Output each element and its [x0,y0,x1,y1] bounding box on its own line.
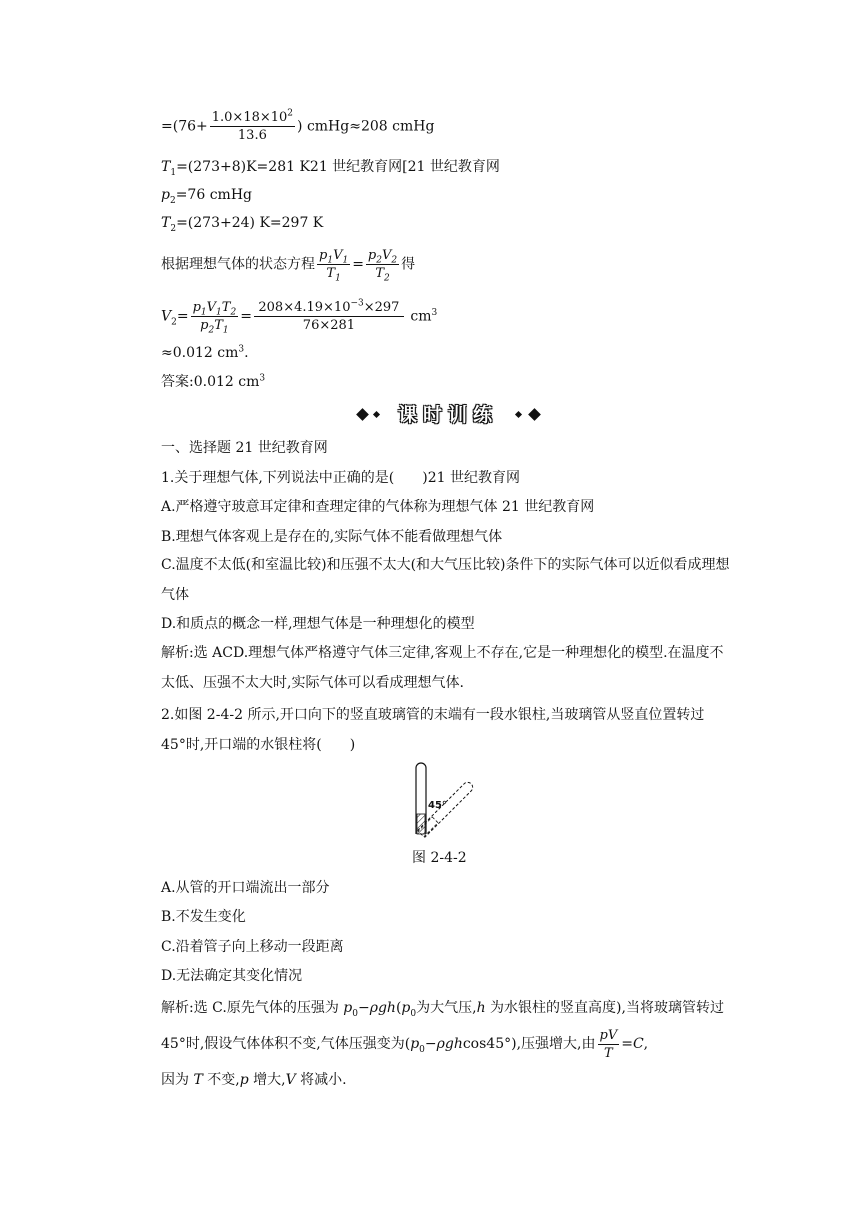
question-2-option-d: D.无法确定其变化情况 [161,968,303,984]
question-1-stem: 1.关于理想气体,下列说法中正确的是( )21 世纪教育网 [161,470,520,486]
question-2-analysis: 解析:选 C.原先气体的压强为 $p_0-\rho gh(p_0$为大气压,h 为水银柱的竖直高度),当将玻璃管转过 45°时,假设气体体积不变,气体压强变为$(p_0-\rho ghcos45^\circ)$,压强增大,由 $\frac{pV}{T}$ =C, 因为 T 不变,p 增大,V 将减小. [161,1000,724,1088]
question-1-option-c: C.温度不太低(和室温比较)和压强不太大(和大气压比较)条件下的实际气体可以近似看成理想气体 [161,557,730,603]
diamond-ornament-icon [373,411,380,418]
fraction: $\frac{p_1V_1}{T_1}$ [319,248,349,284]
question-2-option-c: C.沿着管子向上移动一段距离 [161,939,344,955]
question-1-option-b: B.理想气体客观上是存在的,实际气体不能看做理想气体 [161,529,503,545]
equation-line-4: $T_2=(273+24)$ K=297 K [161,215,324,234]
diamond-ornament-icon [515,411,522,418]
diamond-ornament-icon [528,408,541,421]
question-1-option-d: D.和质点的概念一样,理想气体是一种理想化的模型 [161,616,475,632]
question-1-option-a: A.严格遵守玻意耳定律和查理定律的气体称为理想气体 21 世纪教育网 [161,499,595,515]
section-label: 一、选择题 21 世纪教育网 [161,440,328,456]
answer-line: 答案:0.012 $cm^3$ [161,373,266,390]
figure-caption: 图 2-4-2 [412,850,467,866]
question-2-option-b: B.不发生变化 [161,909,246,925]
fraction: $\frac{1.0\times 18\times 10^2}{13.6}$ [211,108,294,143]
section-title: 课时训练 [397,404,498,426]
equation-line-3: $p_2=76$ cmHg [161,187,252,206]
figure-tube-diagram [410,762,490,842]
fraction: $\frac{p_2V_2}{T_2}$ [367,248,398,284]
volume-equation-line: $V_2=$ $\frac{p_1V_1T_2}{p_2T_1}$ = $\frac{208\times 4.19\times 10^{-3}\times 297}{76\times 281}$ $cm^3$ [161,298,438,336]
question-1-analysis: 解析:选 ACD.理想气体严格遵守气体三定律,客观上不存在,它是一种理想化的模型.在温度不太低、压强不太大时,实际气体可以看成理想气体. [161,645,724,691]
equation-line-2: $T_1=(273+8)K=281$ K21 世纪教育网[21 世纪教育网 [161,159,500,178]
question-2-option-a: A.从管的开口端流出一部分 [161,880,330,896]
diamond-ornament-icon [356,408,369,421]
angle-label: 45° [428,800,447,811]
equation-line-1: =(76+ $\frac{1.0\times 18\times 10^2}{13.6}$ ) cmHg≈208 cmHg [161,108,435,143]
fraction: $\frac{pV}{T}$ [599,1027,618,1061]
question-2-stem: 2.如图 2-4-2 所示,开口向下的竖直玻璃管的末端有一段水银柱,当玻璃管从竖直位置转过 45°时,开口端的水银柱将( ) [161,707,705,753]
fraction: $\frac{p_1V_1T_2}{p_2T_1}$ [192,300,237,336]
fraction: $\frac{208\times 4.19\times 10^{-3}\times 297}{76\times 281}$ [254,300,404,333]
result-line: ≈0.012 $cm^3$. [161,344,249,361]
section-header [354,402,544,428]
state-equation-line: 根据理想气体的状态方程 $\frac{p_1V_1}{T_1}$ = $\frac{p_2V_2}{T_2}$ 得 [161,248,416,284]
